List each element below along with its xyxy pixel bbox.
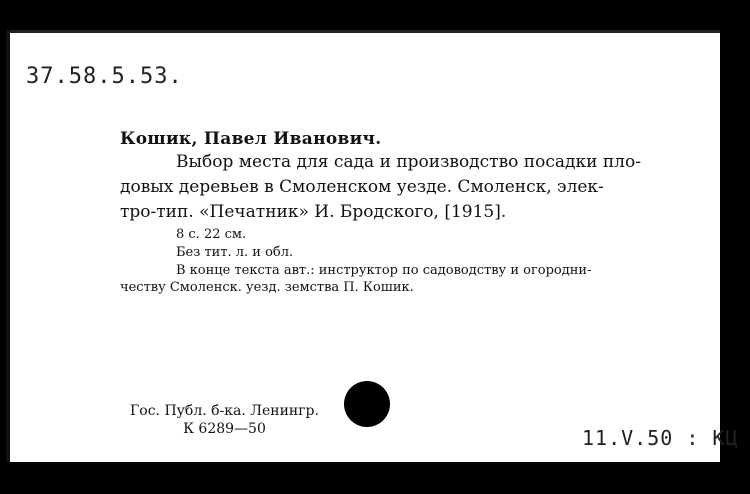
library-name: Гос. Публ. б-ка. Ленингр. [130,403,319,419]
catalog-card [6,30,739,462]
note-author-info-continued: честву Смоленск. уезд. земства П. Кошик. [120,280,414,295]
library-accession: К 6289—50 [183,421,266,437]
note-pages-size: 8 с. 22 см. [176,227,247,242]
title-line-3: тро-тип. «Печатник» И. Бродского, [1915]. [120,202,507,222]
handwritten-code: 11.V.50 : КЦ [582,426,739,450]
card-edge [6,30,720,33]
title-line-2: довых деревьев в Смоленском уезде. Смоленск, элек- [120,177,604,197]
note-author-info: В конце текста авт.: инструктор по садоводству и огородни- [176,263,592,278]
note-title-page: Без тит. л. и обл. [176,245,294,260]
card-edge-left [6,30,10,462]
library-stamp-text [130,402,319,438]
physical-notes [176,226,591,280]
title-description [120,150,680,225]
hole-punch [344,381,390,427]
title-line-1: Выбор места для сада и производство посадки пло- [176,152,641,172]
shelf-mark: 37.58.5.53. [26,64,183,89]
author-heading: Кошик, Павел Иванович. [120,129,382,149]
